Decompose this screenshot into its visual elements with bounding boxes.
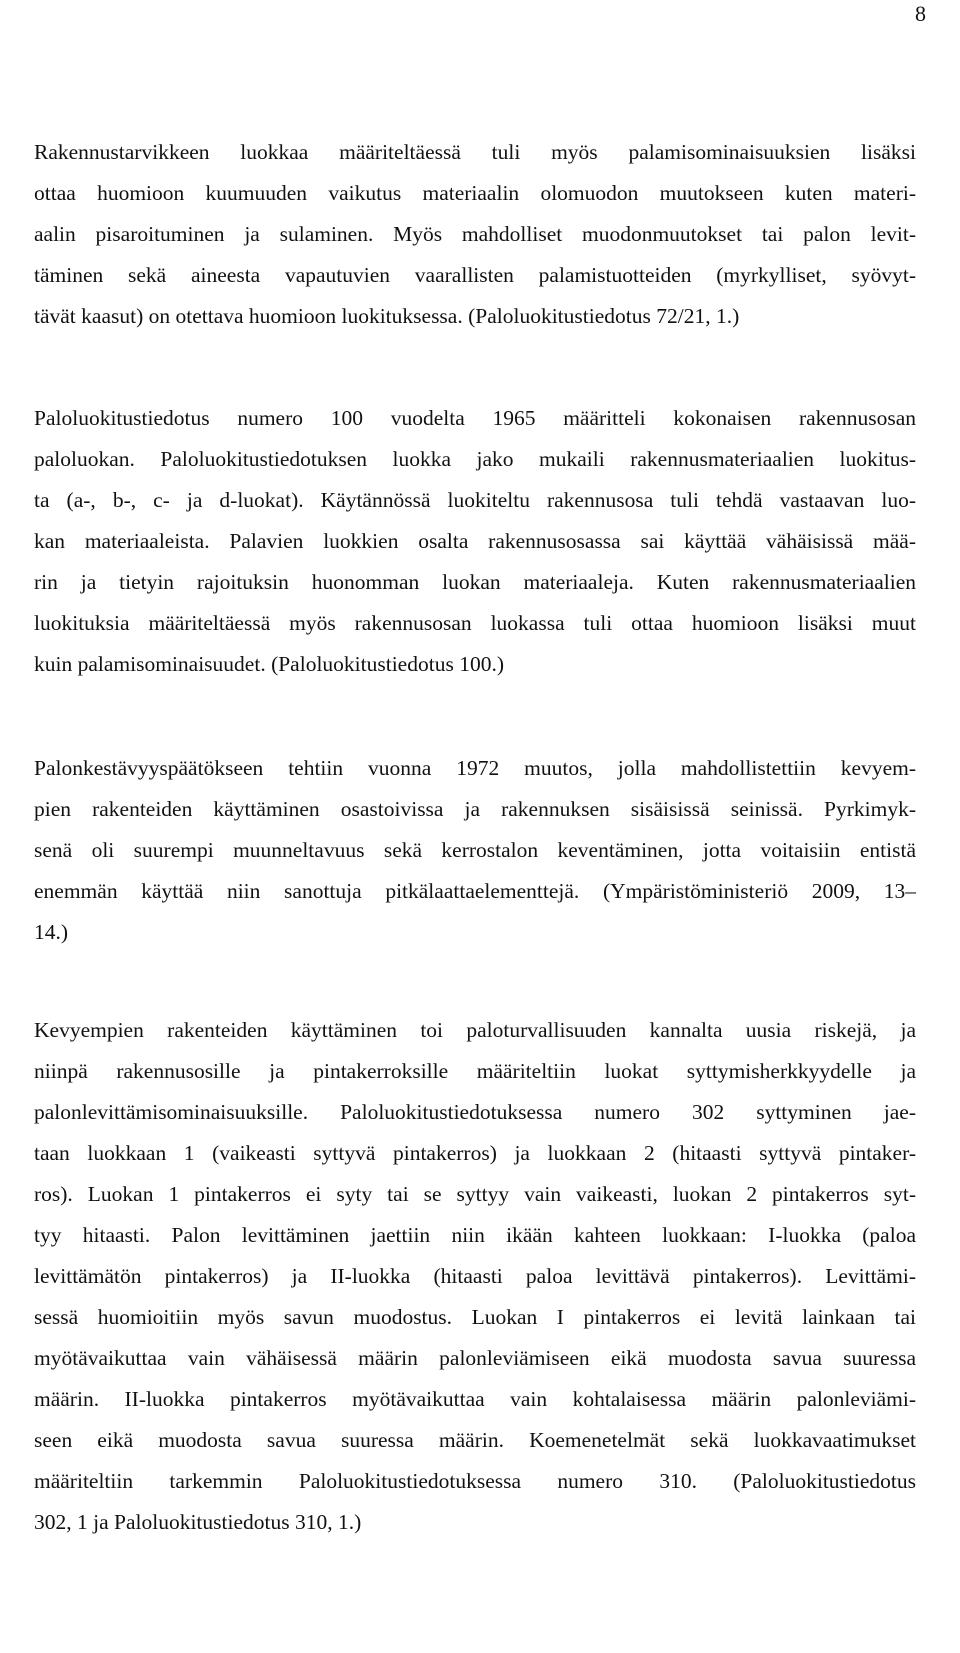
text-line: seen eikä muodosta savua suuressa määrin. Koemenetelmät sekä luokkavaatimukset [34, 1428, 916, 1452]
text-line: senä oli suurempi muunneltavuus sekä kerrostalon keventäminen, jotta voitaisiin entistä [34, 838, 916, 862]
text-line: Rakennustarvikkeen luokkaa määriteltäessä tuli myös palamisominaisuuksien lisäksi [34, 140, 916, 164]
text-line: ros). Luokan 1 pintakerros ei syty tai se syttyy vain vaikeasti, luokan 2 pintakerros syt- [34, 1182, 916, 1206]
text-line: kan materiaaleista. Palavien luokkien osalta rakennusosassa sai käyttää vähäisissä mää- [34, 529, 916, 553]
paragraph-1 [34, 132, 916, 337]
text-line: palonlevittämisominaisuuksille. Paloluokitustiedotuksessa numero 302 syttyminen jae- [34, 1100, 916, 1124]
text-line: ta (a-, b-, c- ja d-luokat). Käytännössä luokiteltu rakennusosa tuli tehdä vastaavan luo- [34, 488, 916, 512]
text-line: luokituksia määriteltäessä myös rakennusosan luokassa tuli ottaa huomioon lisäksi muut [34, 611, 916, 635]
text-line: paloluokan. Paloluokitustiedotuksen luokka jako mukaili rakennusmateriaalien luokitus- [34, 447, 916, 471]
text-line: kuin palamisominaisuudet. (Paloluokitustiedotus 100.) [34, 652, 504, 676]
text-line: 14.) [34, 920, 69, 944]
text-line: täminen sekä aineesta vapautuvien vaarallisten palamistuotteiden (myrkylliset, syövyt- [34, 263, 916, 287]
paragraph-4 [34, 1010, 916, 1543]
text-line: niinpä rakennusosille ja pintakerroksille määriteltiin luokat syttymisherkkyydelle ja [34, 1059, 916, 1083]
text-line: ottaa huomioon kuumuuden vaikutus materiaalin olomuodon muutokseen kuten materi- [34, 181, 916, 205]
text-line: Kevyempien rakenteiden käyttäminen toi paloturvallisuuden kannalta uusia riskejä, ja [34, 1018, 916, 1042]
text-line: Palonkestävyyspäätökseen tehtiin vuonna 1972 muutos, jolla mahdollistettiin kevyem- [34, 756, 916, 780]
text-line: Paloluokitustiedotus numero 100 vuodelta 1965 määritteli kokonaisen rakennusosan [34, 406, 916, 430]
text-line: myötävaikuttaa vain vähäisessä määrin palonleviämiseen eikä muodosta savua suuressa [34, 1346, 916, 1370]
text-line: tyy hitaasti. Palon levittäminen jaettiin niin ikään kahteen luokkaan: I-luokka (paloa [34, 1223, 916, 1247]
paragraph-2 [34, 398, 916, 685]
text-line: sessä huomioitiin myös savun muodostus. Luokan I pintakerros ei levitä lainkaan tai [34, 1305, 916, 1329]
text-line: määrin. II-luokka pintakerros myötävaikuttaa vain kohtalaisessa määrin palonleviämi- [34, 1387, 916, 1411]
paragraph-3 [34, 748, 916, 953]
text-line: rin ja tietyin rajoituksin huonomman luokan materiaaleja. Kuten rakennusmateriaalien [34, 570, 916, 594]
text-line: enemmän käyttää niin sanottuja pitkälaattaelementtejä. (Ympäristöministeriö 2009, 13– [34, 879, 916, 903]
text-line: taan luokkaan 1 (vaikeasti syttyvä pintakerros) ja luokkaan 2 (hitaasti syttyvä pintaker- [34, 1141, 916, 1165]
text-line: pien rakenteiden käyttäminen osastoivissa ja rakennuksen sisäisissä seinissä. Pyrkimyk- [34, 797, 916, 821]
text-line: levittämätön pintakerros) ja II-luokka (hitaasti paloa levittävä pintakerros). Levittämi- [34, 1264, 916, 1288]
text-line: 302, 1 ja Paloluokitustiedotus 310, 1.) [34, 1510, 362, 1534]
text-line: määriteltiin tarkemmin Paloluokitustiedotuksessa numero 310. (Paloluokitustiedotus [34, 1469, 916, 1493]
text-line: aalin pisaroituminen ja sulaminen. Myös mahdolliset muodonmuutokset tai palon levit- [34, 222, 916, 246]
text-line: tävät kaasut) on otettava huomioon luokituksessa. (Paloluokitustiedotus 72/21, 1.) [34, 304, 740, 328]
page-number: 8 [915, 1, 926, 26]
